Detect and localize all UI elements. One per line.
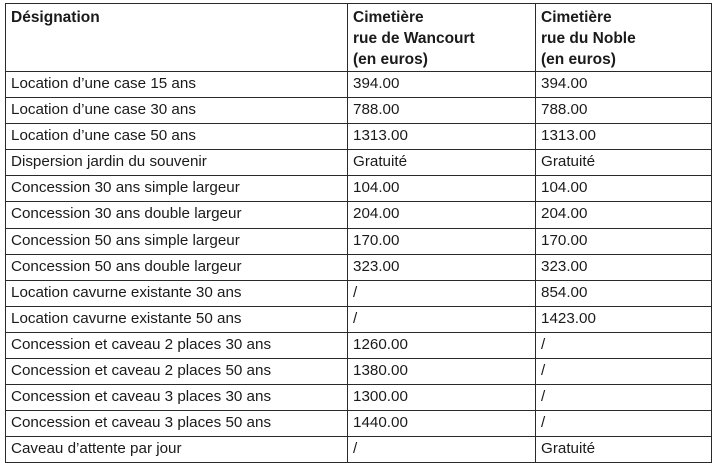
wancourt-price-cell: 204.00 bbox=[348, 202, 536, 228]
wancourt-price-cell: 1260.00 bbox=[348, 332, 536, 358]
wancourt-price-cell: 1300.00 bbox=[348, 385, 536, 411]
wancourt-price-cell: 394.00 bbox=[348, 72, 536, 98]
wancourt-price-cell: 1440.00 bbox=[348, 411, 536, 437]
noble-price-cell: Gratuité bbox=[536, 437, 712, 463]
wancourt-price-cell: / bbox=[348, 437, 536, 463]
designation-cell: Location cavurne existante 30 ans bbox=[6, 280, 348, 306]
header-wancourt-line-1: Cimetière bbox=[353, 9, 424, 26]
tariff-table-body bbox=[6, 72, 712, 463]
designation-cell: Concession 50 ans double largeur bbox=[6, 254, 348, 280]
noble-price-cell: 1423.00 bbox=[536, 306, 712, 332]
designation-cell: Concession et caveau 3 places 50 ans bbox=[6, 411, 348, 437]
table-row bbox=[6, 72, 712, 98]
table-row bbox=[6, 98, 712, 124]
noble-price-cell: 854.00 bbox=[536, 280, 712, 306]
wancourt-price-cell: / bbox=[348, 280, 536, 306]
noble-price-cell: 104.00 bbox=[536, 176, 712, 202]
designation-cell: Concession 30 ans double largeur bbox=[6, 202, 348, 228]
wancourt-price-cell: / bbox=[348, 306, 536, 332]
wancourt-price-cell: 788.00 bbox=[348, 98, 536, 124]
header-wancourt bbox=[348, 4, 536, 72]
designation-cell: Location d’une case 30 ans bbox=[6, 98, 348, 124]
designation-cell: Location d’une case 50 ans bbox=[6, 124, 348, 150]
noble-price-cell: 394.00 bbox=[536, 72, 712, 98]
designation-cell: Concession et caveau 2 places 50 ans bbox=[6, 359, 348, 385]
wancourt-price-cell: 1313.00 bbox=[348, 124, 536, 150]
header-wancourt-line-2: rue de Wancourt bbox=[353, 30, 475, 47]
header-designation bbox=[6, 4, 348, 72]
noble-price-cell: Gratuité bbox=[536, 150, 712, 176]
designation-cell: Location d’une case 15 ans bbox=[6, 72, 348, 98]
table-row bbox=[6, 306, 712, 332]
designation-cell: Concession et caveau 2 places 30 ans bbox=[6, 332, 348, 358]
header-noble-line-2: rue du Noble bbox=[541, 30, 636, 47]
noble-price-cell: / bbox=[536, 411, 712, 437]
header-noble bbox=[536, 4, 712, 72]
wancourt-price-cell: 104.00 bbox=[348, 176, 536, 202]
table-row bbox=[6, 228, 712, 254]
designation-cell: Concession 50 ans simple largeur bbox=[6, 228, 348, 254]
table-row bbox=[6, 176, 712, 202]
designation-cell: Caveau d’attente par jour bbox=[6, 437, 348, 463]
header-wancourt-line-3: (en euros) bbox=[353, 51, 428, 68]
designation-cell: Location cavurne existante 50 ans bbox=[6, 306, 348, 332]
wancourt-price-cell: 1380.00 bbox=[348, 359, 536, 385]
table-row bbox=[6, 202, 712, 228]
noble-price-cell: 323.00 bbox=[536, 254, 712, 280]
header-row bbox=[6, 4, 712, 72]
table-row bbox=[6, 124, 712, 150]
table-row bbox=[6, 332, 712, 358]
table-row bbox=[6, 385, 712, 411]
designation-cell: Concession et caveau 3 places 30 ans bbox=[6, 385, 348, 411]
header-noble-line-3: (en euros) bbox=[541, 51, 616, 68]
header-noble-line-1: Cimetière bbox=[541, 9, 612, 26]
noble-price-cell: / bbox=[536, 385, 712, 411]
table-row bbox=[6, 411, 712, 437]
noble-price-cell: 170.00 bbox=[536, 228, 712, 254]
table-row bbox=[6, 437, 712, 463]
noble-price-cell: / bbox=[536, 332, 712, 358]
noble-price-cell: 788.00 bbox=[536, 98, 712, 124]
noble-price-cell: 1313.00 bbox=[536, 124, 712, 150]
table-row bbox=[6, 254, 712, 280]
table-row bbox=[6, 280, 712, 306]
cemetery-tariff-table bbox=[5, 3, 712, 463]
wancourt-price-cell: 323.00 bbox=[348, 254, 536, 280]
wancourt-price-cell: 170.00 bbox=[348, 228, 536, 254]
designation-cell: Dispersion jardin du souvenir bbox=[6, 150, 348, 176]
wancourt-price-cell: Gratuité bbox=[348, 150, 536, 176]
table-row bbox=[6, 359, 712, 385]
noble-price-cell: 204.00 bbox=[536, 202, 712, 228]
designation-cell: Concession 30 ans simple largeur bbox=[6, 176, 348, 202]
noble-price-cell: / bbox=[536, 359, 712, 385]
table-row bbox=[6, 150, 712, 176]
header-designation-label: Désignation bbox=[11, 9, 100, 26]
